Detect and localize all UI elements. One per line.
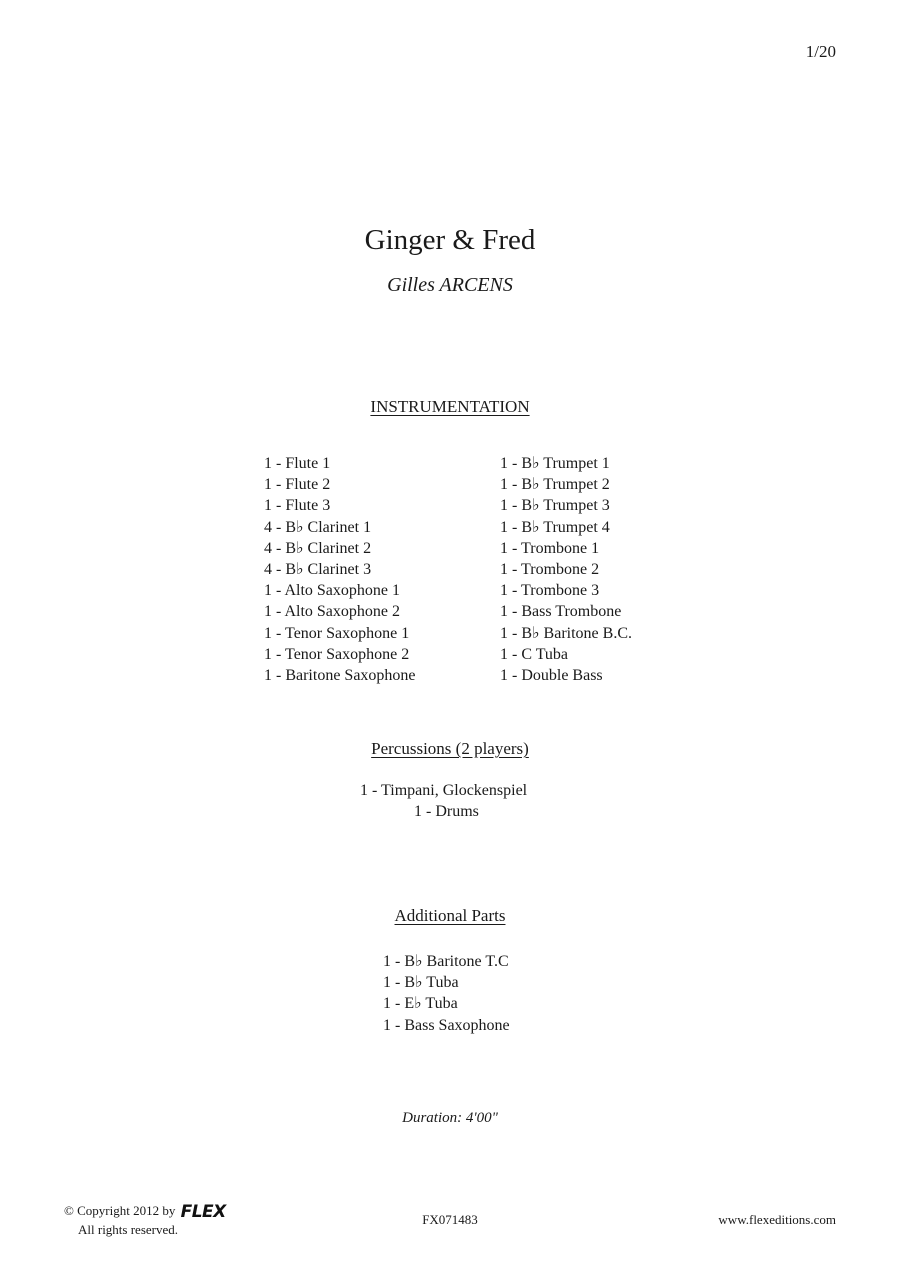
website-link[interactable]: www.flexeditions.com bbox=[718, 1212, 836, 1227]
additional-part-item: 1 - Bass Saxophone bbox=[383, 1016, 510, 1034]
additional-parts-heading: Additional Parts bbox=[394, 906, 506, 925]
instrument-item: 1 - B♭ Baritone B.C. bbox=[500, 624, 632, 642]
duration: Duration: 4'00" bbox=[402, 1110, 498, 1126]
composer-name: Gilles ARCENS bbox=[387, 274, 513, 296]
instrument-item: 1 - Baritone Saxophone bbox=[264, 667, 416, 685]
instrument-item: 1 - B♭ Trumpet 3 bbox=[500, 497, 610, 515]
additional-part-item: 1 - B♭ Tuba bbox=[383, 974, 459, 992]
instrument-item: 1 - Tenor Saxophone 1 bbox=[264, 624, 410, 642]
catalog-number: FX071483 bbox=[422, 1212, 478, 1227]
piece-title: Ginger & Fred bbox=[364, 224, 536, 256]
flex-logo: FLEX bbox=[180, 1202, 226, 1222]
rights-text: All rights reserved. bbox=[78, 1222, 179, 1237]
additional-part-item: 1 - E♭ Tuba bbox=[383, 995, 458, 1013]
instrument-item: 1 - Flute 2 bbox=[264, 476, 331, 494]
page-number: 1/20 bbox=[805, 42, 836, 61]
instrument-item: 1 - Trombone 1 bbox=[500, 539, 600, 557]
instrument-item: 4 - B♭ Clarinet 2 bbox=[264, 539, 372, 557]
additional-parts-list bbox=[383, 951, 510, 1036]
instrument-item: 1 - Alto Saxophone 2 bbox=[264, 603, 400, 621]
instrument-item: 1 - B♭ Trumpet 2 bbox=[500, 476, 610, 494]
percussions-heading: Percussions (2 players) bbox=[371, 739, 529, 758]
copyright-text: © Copyright 2012 by bbox=[64, 1203, 176, 1218]
instrument-item: 4 - B♭ Clarinet 1 bbox=[264, 518, 372, 536]
percussion-list bbox=[360, 780, 527, 822]
percussion-item: 1 - Timpani, Glockenspiel bbox=[360, 782, 528, 799]
instrument-item: 1 - Double Bass bbox=[500, 667, 603, 685]
instrument-item: 1 - Flute 3 bbox=[264, 497, 331, 515]
instrument-item: 1 - Alto Saxophone 1 bbox=[264, 582, 400, 600]
instrument-list-right bbox=[500, 453, 632, 686]
instrument-item: 1 - Flute 1 bbox=[264, 455, 331, 472]
instrument-item: 1 - C Tuba bbox=[500, 645, 569, 663]
percussion-item: 1 - Drums bbox=[414, 803, 479, 821]
instrument-item: 1 - Trombone 2 bbox=[500, 561, 600, 579]
instrument-list-left bbox=[264, 453, 416, 686]
instrument-item: 1 - B♭ Trumpet 4 bbox=[500, 518, 610, 536]
instrument-item: 4 - B♭ Clarinet 3 bbox=[264, 561, 372, 579]
additional-part-item: 1 - B♭ Baritone T.C bbox=[383, 953, 509, 970]
instrument-item: 1 - Trombone 3 bbox=[500, 582, 600, 600]
instrument-item: 1 - B♭ Trumpet 1 bbox=[500, 455, 610, 472]
instrument-item: 1 - Tenor Saxophone 2 bbox=[264, 645, 410, 663]
instrumentation-heading: INSTRUMENTATION bbox=[370, 397, 530, 416]
instrument-item: 1 - Bass Trombone bbox=[500, 603, 622, 621]
